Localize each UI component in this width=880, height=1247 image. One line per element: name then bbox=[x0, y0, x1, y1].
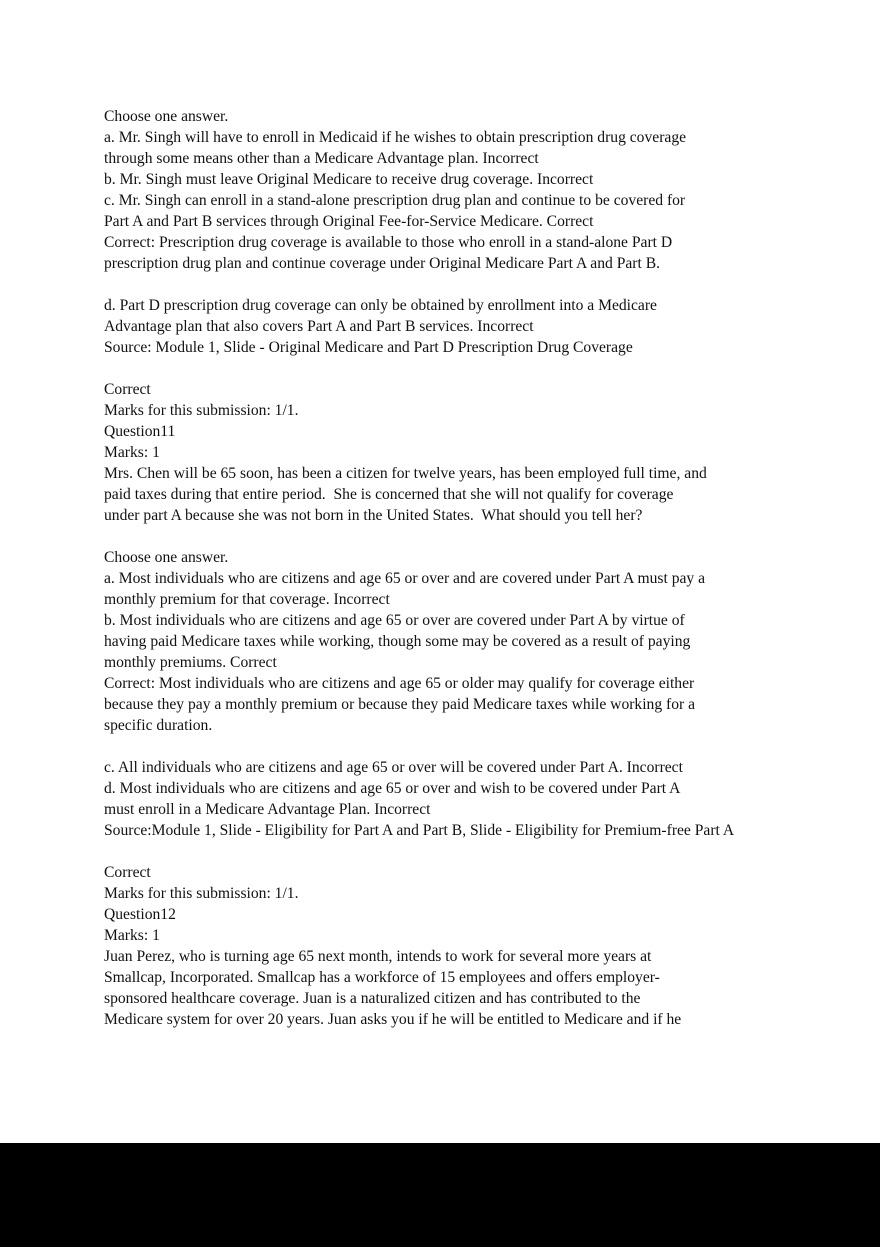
text-line: Smallcap, Incorporated. Smallcap has a workforce of 15 employees and offers employer- bbox=[104, 969, 660, 986]
text-line: b. Mr. Singh must leave Original Medicare to receive drug coverage. Incorrect bbox=[104, 171, 594, 188]
text-line: having paid Medicare taxes while working, though some may be covered as a result of paying bbox=[104, 633, 691, 650]
text-line: Marks: 1 bbox=[104, 444, 160, 461]
text-line: Mrs. Chen will be 65 soon, has been a citizen for twelve years, has been employed full time, and bbox=[104, 465, 707, 482]
blank-line bbox=[104, 358, 864, 379]
text-line: through some means other than a Medicare Advantage plan. Incorrect bbox=[104, 150, 539, 167]
text-line: Source: Module 1, Slide - Original Medicare and Part D Prescription Drug Coverage bbox=[104, 339, 633, 356]
text-line: c. Mr. Singh can enroll in a stand-alone prescription drug plan and continue to be covered for bbox=[104, 192, 686, 209]
text-line: Choose one answer. bbox=[104, 108, 229, 125]
text-line: d. Most individuals who are citizens and age 65 or over and wish to be covered under Part A bbox=[104, 780, 681, 797]
text-line: Choose one answer. bbox=[104, 549, 229, 566]
text-line: Advantage plan that also covers Part A and Part B services. Incorrect bbox=[104, 318, 534, 335]
text-line: because they pay a monthly premium or because they paid Medicare taxes while working for a bbox=[104, 696, 696, 713]
text-line: a. Most individuals who are citizens and age 65 or over and are covered under Part A must pay a bbox=[104, 570, 706, 587]
blank-line bbox=[104, 526, 864, 547]
text-line: Source:Module 1, Slide - Eligibility for Part A and Part B, Slide - Eligibility for Premium-free Part A bbox=[104, 822, 735, 839]
text-line: Juan Perez, who is turning age 65 next month, intends to work for several more years at bbox=[104, 948, 652, 965]
document-text bbox=[104, 106, 864, 1030]
text-line: Correct bbox=[104, 864, 151, 881]
text-line: Medicare system for over 20 years. Juan asks you if he will be entitled to Medicare and if he bbox=[104, 1011, 682, 1028]
text-line: Question11 bbox=[104, 423, 176, 440]
blank-line bbox=[104, 841, 864, 862]
text-line: under part A because she was not born in the United States. What should you tell her? bbox=[104, 507, 643, 524]
text-line: Marks for this submission: 1/1. bbox=[104, 885, 299, 902]
blank-line bbox=[104, 736, 864, 757]
text-line: must enroll in a Medicare Advantage Plan. Incorrect bbox=[104, 801, 431, 818]
text-line: Marks: 1 bbox=[104, 927, 160, 944]
text-line: c. All individuals who are citizens and age 65 or over will be covered under Part A. Incorrect bbox=[104, 759, 683, 776]
text-line: Correct bbox=[104, 381, 151, 398]
text-line: paid taxes during that entire period. She is concerned that she will not qualify for coverage bbox=[104, 486, 674, 503]
text-line: Correct: Most individuals who are citizens and age 65 or older may qualify for coverage either bbox=[104, 675, 695, 692]
text-line: Correct: Prescription drug coverage is available to those who enroll in a stand-alone Part D bbox=[104, 234, 673, 251]
text-line: monthly premiums. Correct bbox=[104, 654, 277, 671]
text-line: monthly premium for that coverage. Incorrect bbox=[104, 591, 390, 608]
text-line: a. Mr. Singh will have to enroll in Medicaid if he wishes to obtain prescription drug coverage bbox=[104, 129, 687, 146]
text-line: Marks for this submission: 1/1. bbox=[104, 402, 299, 419]
blank-line bbox=[104, 274, 864, 295]
text-line: Part A and Part B services through Original Fee-for-Service Medicare. Correct bbox=[104, 213, 594, 230]
text-line: sponsored healthcare coverage. Juan is a naturalized citizen and has contributed to the bbox=[104, 990, 641, 1007]
text-line: Question12 bbox=[104, 906, 176, 923]
text-line: prescription drug plan and continue coverage under Original Medicare Part A and Part B. bbox=[104, 255, 661, 272]
text-line: specific duration. bbox=[104, 717, 213, 734]
text-line: d. Part D prescription drug coverage can only be obtained by enrollment into a Medicare bbox=[104, 297, 657, 314]
text-line: b. Most individuals who are citizens and age 65 or over are covered under Part A by virtue of bbox=[104, 612, 685, 629]
